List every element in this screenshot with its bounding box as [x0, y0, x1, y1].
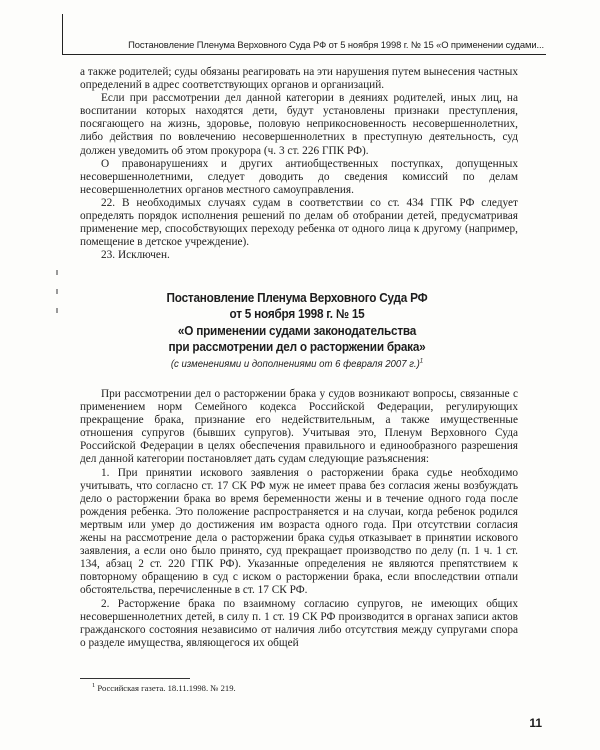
title-line: от 5 ноября 1998 г. № 15 [229, 306, 365, 322]
footnote-marker: 1 [92, 682, 96, 690]
paragraph: Если при рассмотрении дел данной категории в деяниях родителей, иных лиц, на воспитании которых находятся дети, будут установлены признаки преступления, посягающего на жизнь, здоровье, половую неприкосновенность несовершеннолетних, либо действия по вовлечению несовершеннолетних в преступную деятельность, суд должен уведомить об этом прокурора (ч. 3 ст. 226 ГПК РФ). [80, 92, 518, 157]
text-block-top [80, 66, 518, 262]
footnote [92, 683, 236, 693]
footnote-reference: 1 [419, 357, 424, 365]
paragraph: О правонарушениях и других антиобщественных поступках, допущенных несовершеннолетними, следует доводить до сведения комиссий по делам несовершеннолетних органов местного самоуправления. [80, 157, 518, 196]
margin-mark [56, 308, 58, 313]
text-block-main [80, 388, 518, 650]
margin-mark [56, 289, 58, 294]
paragraph: 1. При принятии искового заявления о расторжении брака судье необходимо учитывать, что согласно ст. 17 СК РФ муж не имеет права без согласия жены возбуждать дело о расторжении брака во время беременности жены и в течение одного года после рождения ребенка. Это положение распространяется и на случаи, когда ребенок родился мертвым или умер до достижения им возраста одного года. При отсутствии согласия жены на рассмотрение дела о расторжении брака судья отказывает в принятии искового заявления, а если оно было принято, суд прекращает производство по делу (п. 1 ч. 1 ст. 134, абзац 2 ст. 220 ГПК РФ). Указанные определения не являются препятствием к повторному обращению в суд с иском о расторжении брака, если впоследствии отпали обстоятельства, перечисленные в ст. 17 СК РФ. [80, 466, 518, 597]
header-rule-left [62, 14, 63, 55]
document-title [70, 290, 524, 372]
title-line: при рассмотрении дел о расторжении брака» [168, 339, 426, 355]
margin-mark [56, 270, 58, 275]
paragraph: а также родителей; суды обязаны реагировать на эти нарушения путем вынесения частных определений в адрес соответствующих органов и организаций. [80, 66, 518, 92]
running-head: Постановление Пленума Верховного Суда РФ от 5 ноября 1998 г. № 15 «О применении судами... [128, 39, 544, 50]
paragraph: При рассмотрении дел о расторжении брака у судов возникают вопросы, связанные с применением норм Семейного кодекса Российской Федерации, регулирующих прекращение брака, признание его недействительным, а также имущественные отношения супругов (бывших супругов). Учитывая это, Пленум Верховного Суда Российской Федерации в целях обеспечения правильного и единообразного разрешения дел данной категории постановляет дать судам следующие разъяснения: [80, 388, 518, 466]
paragraph: 22. В необходимых случаях судам в соответствии со ст. 434 ГПК РФ следует определять порядок исполнения решений по делам об отобрании детей, предусматривая применение мер, способствующих переходу ребенка от одного лица к другому (например, помещение в детское учреждение). [80, 196, 518, 249]
paragraph: 2. Расторжение брака по взаимному согласию супругов, не имеющих общих несовершеннолетних детей, в силу п. 1 ст. 19 СК РФ производится в органах записи актов гражданского состояния независимо от наличия либо отсутствия между супругами спора о разделе имущества, являющегося их общей [80, 597, 518, 649]
paragraph: 23. Исключен. [101, 249, 170, 262]
header-rule [62, 54, 546, 55]
subtitle-text: (с изменениями и дополнениями от 6 февраля 2007 г.) [170, 358, 420, 370]
margin-marks [52, 270, 62, 327]
title-line: «О применении судами законодательства [177, 322, 417, 338]
title-line: Постановление Пленума Верховного Суда РФ [166, 290, 428, 305]
title-subtitle [84, 357, 511, 372]
page-number: 11 [529, 716, 542, 730]
footnote-text: Российская газета. 18.11.1998. № 219. [97, 683, 236, 693]
footnote-rule [80, 678, 190, 679]
